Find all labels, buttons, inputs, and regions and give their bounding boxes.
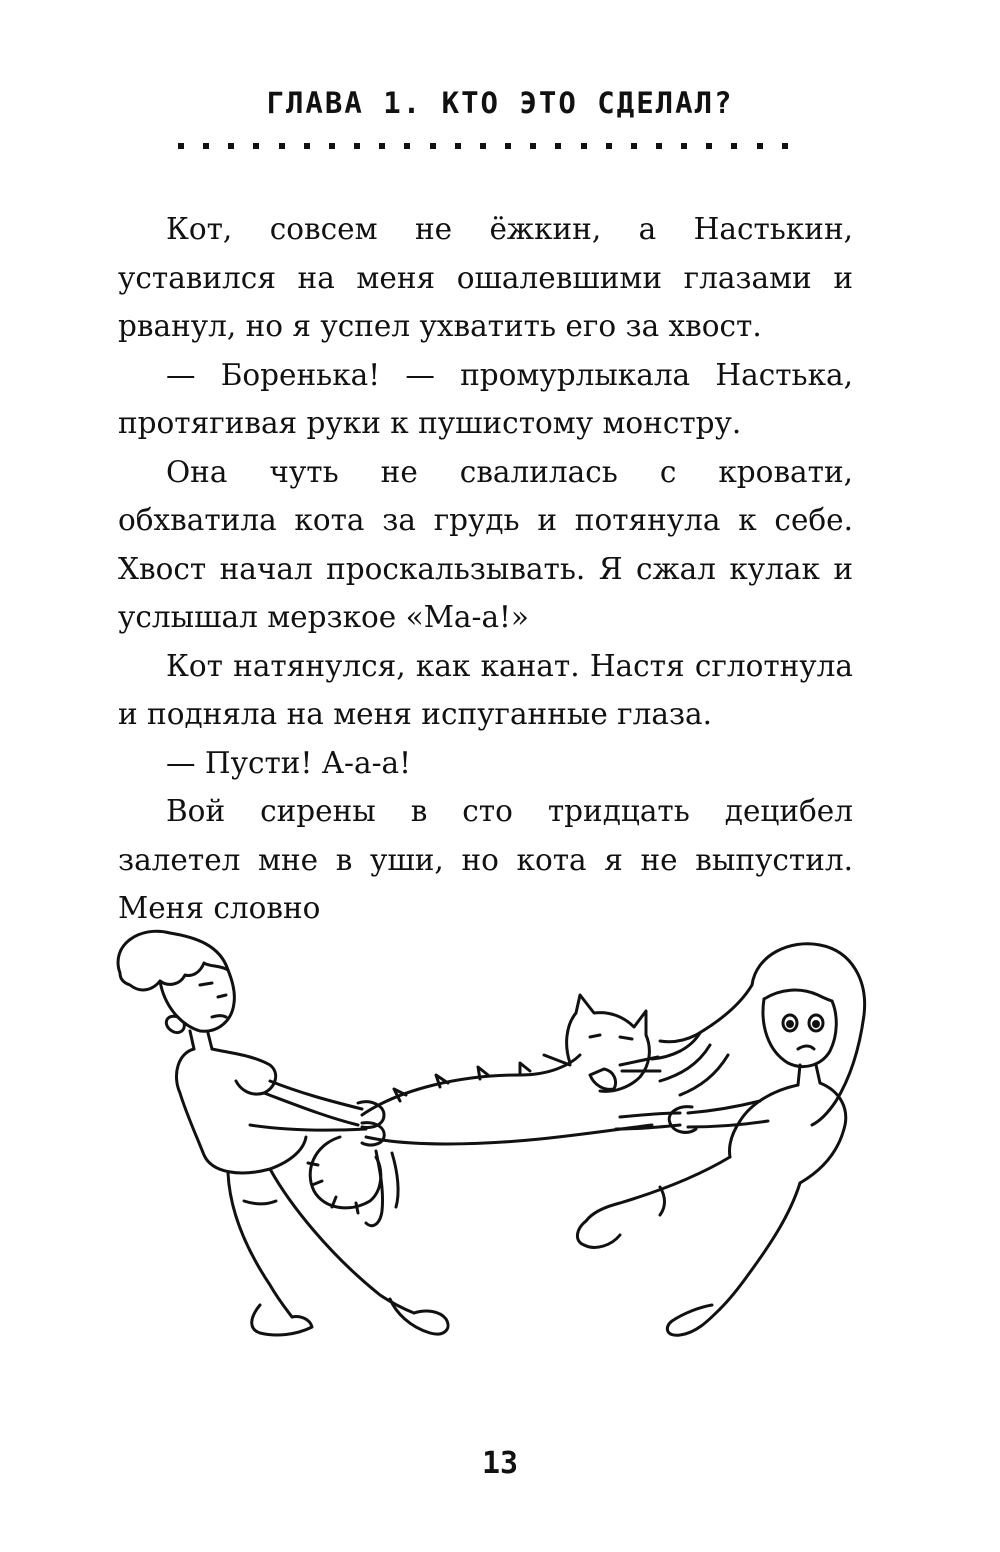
paragraph: Кот натянулся, как канат. Настя сглотнула и подняла на меня испуганные глаза. <box>118 648 853 731</box>
cat-figure <box>308 995 680 1226</box>
dotted-divider <box>178 140 788 152</box>
girl-figure <box>577 944 864 1336</box>
page-number: 13 <box>481 1446 519 1481</box>
boy-figure <box>118 931 448 1335</box>
paragraph: — Пусти! А-а-а! <box>166 745 412 780</box>
body-text <box>118 205 853 933</box>
paragraph: Вой сирены в сто тридцать децибел залетел мне в уши, но кота я не выпустил. Меня словно <box>118 794 853 925</box>
tug-of-war-cat-illustration <box>100 925 890 1365</box>
paragraph: — Боренька! — промурлыкала Настька, протягивая руки к пушистому монстру. <box>118 357 853 440</box>
paragraph: Она чуть не свалилась с кровати, обхватила кота за грудь и потянула к себе. Хвост начал проскальзывать. Я сжал кулак и услышал мерзкое «Ма-а!» <box>118 454 853 634</box>
paragraph: Кот, совсем не ёжкин, а Настькин, уставился на меня ошалевшими глазами и рванул, но я успел ухватить его за хвост. <box>118 212 853 343</box>
chapter-title: ГЛАВА 1. КТО ЭТО СДЕЛАЛ? <box>266 86 734 120</box>
